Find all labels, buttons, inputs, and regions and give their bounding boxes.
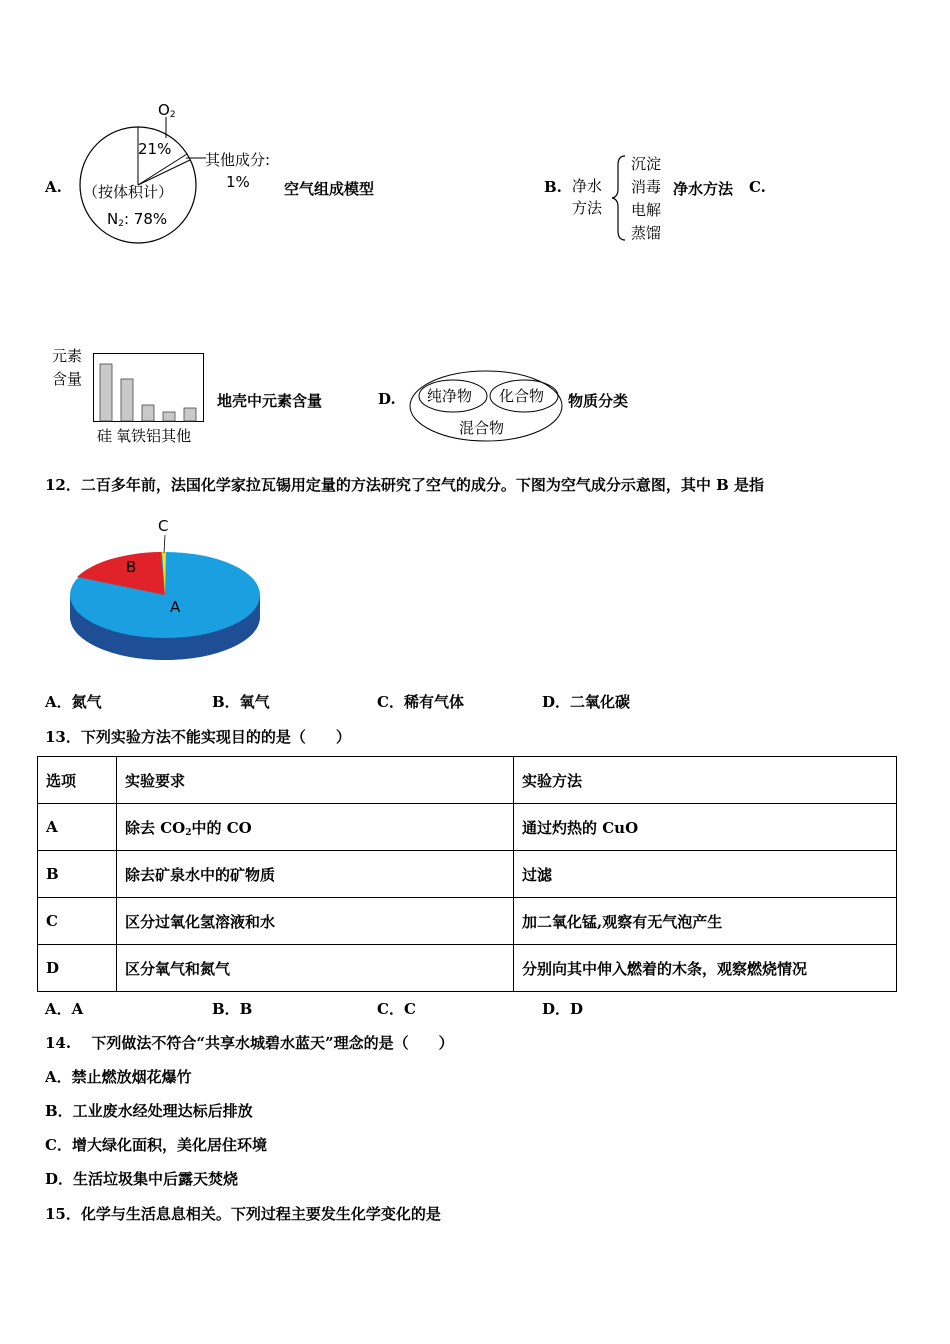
pie-label-a: A: [170, 598, 181, 616]
q11-option-b-caption: 净水方法: [673, 180, 734, 198]
row-option: A: [38, 804, 117, 851]
q13-option-c[interactable]: C．C: [377, 1000, 416, 1018]
air-composition-diagram: [70, 100, 285, 250]
bar-aluminum: [163, 412, 175, 421]
row-option: B: [38, 851, 117, 898]
row-method: 通过灼热的 CuO: [514, 804, 897, 851]
others-label: 其他成分:: [205, 151, 271, 169]
n2-label: $N_2$: 78%: [107, 210, 168, 229]
q15-stem: 15．化学与生活息息相关。下列过程主要发生化学变化的是: [45, 1205, 441, 1223]
q11-option-d-caption: 物质分类: [568, 392, 629, 410]
pie-label-c: C: [158, 517, 169, 535]
table-header-row: [38, 757, 897, 804]
table-row: [38, 945, 897, 992]
row-option: C: [38, 898, 117, 945]
q12-option-d[interactable]: D．二氧化碳: [542, 693, 631, 711]
method-3: 电解: [631, 201, 662, 219]
bar-silicon: [100, 364, 112, 421]
chart-ylabel-2: 含量: [52, 370, 83, 388]
purify-left-bottom: 方法: [572, 199, 603, 217]
bar-other: [184, 408, 196, 421]
category-iron: 铁: [131, 427, 147, 445]
q14-option-d[interactable]: D．生活垃圾集中后露天焚烧: [45, 1170, 239, 1188]
q13-option-b[interactable]: B．B: [212, 1000, 253, 1018]
q13-option-a[interactable]: A．A: [45, 1000, 84, 1018]
q12-option-a[interactable]: A．氮气: [45, 693, 102, 711]
row-method: 加二氧化锰,观察有无气泡产生: [514, 898, 897, 945]
o2-label: $O_2$: [158, 101, 176, 120]
compound-label: 化合物: [499, 387, 545, 405]
q13-option-d[interactable]: D．D: [542, 1000, 584, 1018]
table-row: [38, 804, 897, 851]
category-silicon: 硅: [97, 427, 113, 445]
q11-option-d-label: D.: [378, 390, 396, 408]
pure-label: 纯净物: [427, 387, 473, 405]
crust-element-chart: [92, 352, 207, 424]
q11-option-a-label: A.: [45, 178, 62, 196]
others-percent: 1%: [226, 173, 250, 191]
q14-option-b[interactable]: B．工业废水经处理达标后排放: [45, 1102, 253, 1120]
q12-stem: 12．二百多年前，法国化学家拉瓦锡用定量的方法研究了空气的成分。下图为空气成分示意图，其中 B 是指: [45, 476, 765, 494]
row-requirement: 除去 $CO_2$中的 CO: [117, 804, 514, 851]
volume-note: （按体积计）: [83, 183, 174, 201]
q14-option-a[interactable]: A．禁止燃放烟花爆竹: [45, 1068, 192, 1086]
method-1: 沉淀: [631, 155, 662, 173]
category-oxygen: 氧: [116, 427, 132, 445]
mixture-label: 混合物: [459, 419, 505, 437]
row-requirement: 区分过氧化氢溶液和水: [117, 898, 514, 945]
q14-stem: 14. 下列做法不符合“共享水城碧水蓝天”理念的是（ ）: [45, 1034, 454, 1052]
bar-oxygen: [121, 379, 133, 421]
q14-option-c[interactable]: C．增大绿化面积，美化居住环境: [45, 1136, 267, 1154]
pie-label-b: B: [126, 558, 137, 576]
row-option: D: [38, 945, 117, 992]
chart-categories: [97, 425, 191, 446]
chart-ylabel-1: 元素: [52, 347, 83, 365]
method-4: 蒸馏: [631, 224, 662, 242]
bar-iron: [142, 405, 154, 421]
table-row: [38, 851, 897, 898]
category-other: 其他: [161, 427, 192, 445]
q11-option-a-caption: 空气组成模型: [284, 180, 375, 198]
q12-option-b[interactable]: B．氧气: [212, 693, 270, 711]
header-method: 实验方法: [514, 757, 897, 804]
brace-icon: [609, 153, 629, 243]
q13-stem: 13．下列实验方法不能实现目的的是（ ）: [45, 728, 351, 746]
air-pie-chart: [62, 515, 272, 670]
q11-option-b-label: B.: [544, 178, 562, 196]
header-option: 选项: [38, 757, 117, 804]
table-row: [38, 898, 897, 945]
q11-option-c-caption: 地壳中元素含量: [217, 392, 323, 410]
o2-percent: 21%: [138, 140, 172, 158]
header-requirement: 实验要求: [117, 757, 514, 804]
row-method: 分别向其中伸入燃着的木条，观察燃烧情况: [514, 945, 897, 992]
q12-option-c[interactable]: C．稀有气体: [377, 693, 464, 711]
purify-left-top: 净水: [572, 177, 603, 195]
pie-c-pointer: [164, 535, 165, 553]
row-requirement: 区分氧气和氮气: [117, 945, 514, 992]
row-requirement: 除去矿泉水中的矿物质: [117, 851, 514, 898]
row-method: 过滤: [514, 851, 897, 898]
q13-table: [37, 756, 897, 992]
method-2: 消毒: [631, 178, 662, 196]
category-aluminum: 铝: [146, 427, 162, 445]
q11-option-c-label: C.: [749, 178, 766, 196]
